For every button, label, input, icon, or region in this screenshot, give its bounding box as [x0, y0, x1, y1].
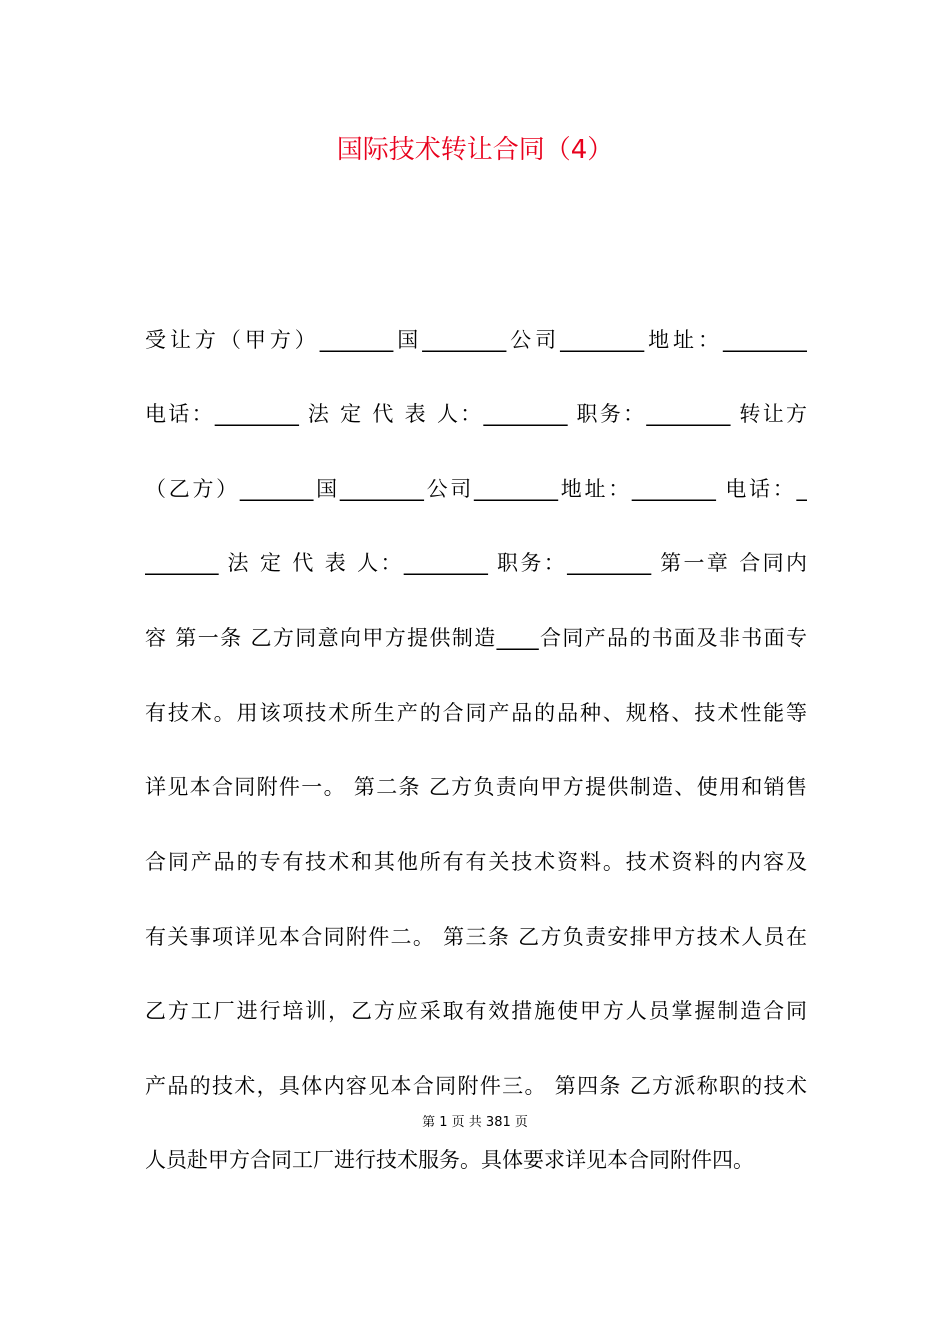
- body-line: _______ 法 定 代 表 人：________ 职务：________ 第一章 合同内: [145, 551, 807, 575]
- body-line: 详见本合同附件一。 第二条 乙方负责向甲方提供制造、使用和销售: [145, 775, 807, 799]
- body-line: 人员赴甲方合同工厂进行技术服务。具体要求详见本合同附件四。: [145, 1148, 754, 1172]
- body-line: 受让方（甲方）_______国________公司________地址：________: [145, 328, 807, 352]
- body-line: 有关事项详见本合同附件二。 第三条 乙方负责安排甲方技术人员在: [145, 925, 807, 949]
- body-line: 合同产品的专有技术和其他所有有关技术资料。技术资料的内容及: [145, 850, 807, 874]
- body-line: 有技术。用该项技术所生产的合同产品的品种、规格、技术性能等: [145, 701, 807, 725]
- body-line: （乙方）_______国________公司________地址：________ 电话：_: [145, 477, 807, 501]
- body-line: 产品的技术，具体内容见本合同附件三。 第四条 乙方派称职的技术: [145, 1074, 807, 1098]
- body-line: 电话：________ 法 定 代 表 人：________ 职务：________ 转让方: [145, 402, 807, 426]
- document-title: 国际技术转让合同（4）: [336, 135, 614, 165]
- body-line: 乙方工厂进行培训，乙方应采取有效措施使甲方人员掌握制造合同: [145, 999, 807, 1023]
- page-footer: 第 1 页 共 381 页: [422, 1115, 528, 1130]
- body-line: 容 第一条 乙方同意向甲方提供制造____合同产品的书面及非书面专: [145, 626, 807, 650]
